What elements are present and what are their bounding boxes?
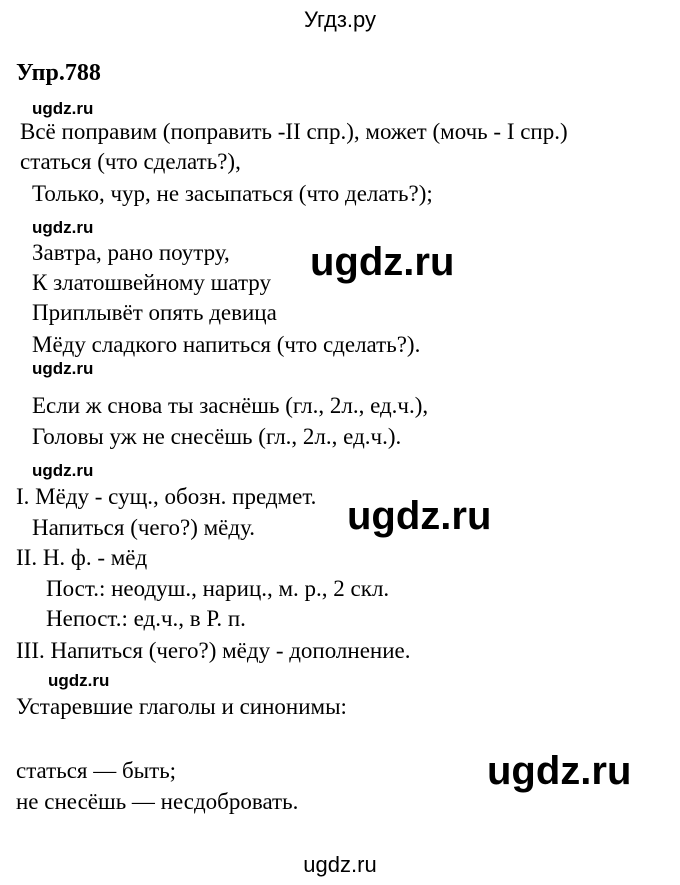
poem-line: Только, чур, не засыпаться (что делать?);: [32, 181, 433, 206]
site-title: Угдз.ру: [303, 7, 377, 32]
watermark-big: ugdz.ru: [487, 749, 632, 793]
archaic-line: не снесёшь — несдобровать.: [16, 789, 299, 814]
watermark-big: ugdz.ru: [310, 240, 455, 284]
watermark-small: ugdz.ru: [32, 99, 94, 118]
site-footer: ugdz.ru: [303, 852, 377, 877]
analysis-line: III. Напиться (чего?) мёду - дополнение.: [16, 638, 411, 663]
poem-line: Мёду сладкого напиться (что сделать?).: [32, 332, 421, 357]
poem-line: статься (что сделать?),: [20, 149, 241, 174]
watermark-big: ugdz.ru: [347, 494, 492, 538]
poem-line: Завтра, рано поутру,: [32, 240, 230, 265]
poem-line: Головы уж не снесёшь (гл., 2л., ед.ч.).: [32, 424, 402, 449]
analysis-line: Напиться (чего?) мёду.: [32, 515, 256, 540]
watermark-small: ugdz.ru: [32, 218, 94, 237]
analysis-line: Пост.: неодуш., нариц., м. р., 2 скл.: [46, 576, 390, 601]
poem-line: Если ж снова ты заснёшь (гл., 2л., ед.ч.),: [32, 393, 429, 418]
analysis-line: Непост.: ед.ч., в Р. п.: [46, 606, 246, 631]
poem-line: К златошвейному шатру: [32, 270, 271, 295]
archaic-title: Устаревшие глаголы и синонимы:: [16, 694, 347, 719]
watermark-small: ugdz.ru: [32, 461, 94, 480]
archaic-line: статься — быть;: [16, 758, 177, 783]
watermark-small: ugdz.ru: [48, 671, 110, 690]
poem-line: Приплывёт опять девица: [32, 300, 277, 325]
analysis-line: I. Мёду - сущ., обозн. предмет.: [16, 484, 317, 509]
analysis-line: II. Н. ф. - мёд: [16, 545, 148, 570]
watermark-small: ugdz.ru: [32, 359, 94, 378]
exercise-title: Упр.788: [16, 60, 101, 86]
poem-line: Всё поправим (поправить -II спр.), может (мочь - I спр.): [20, 119, 568, 144]
